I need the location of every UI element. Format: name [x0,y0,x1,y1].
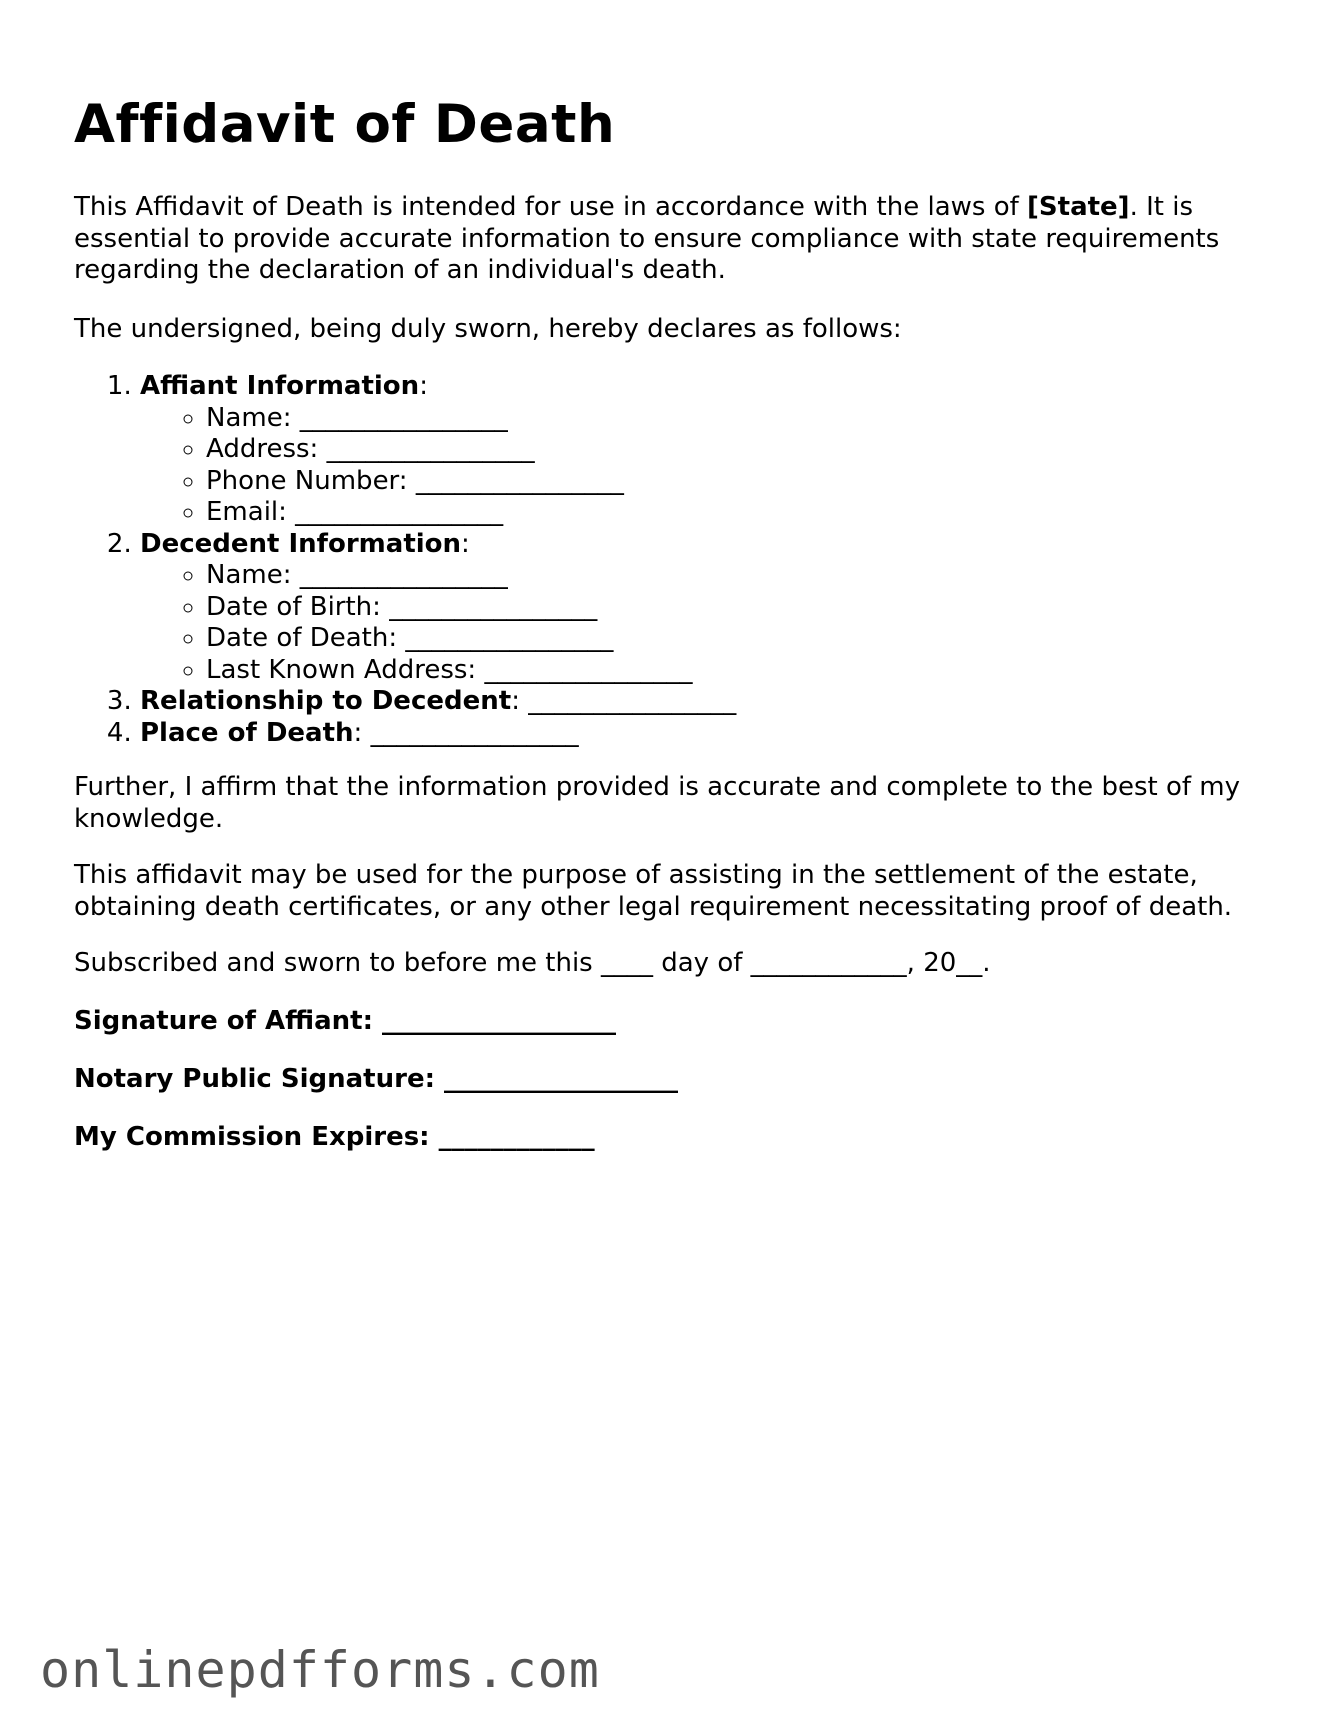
fill-blank[interactable]: ________________ [415,465,624,496]
declaration-list [74,371,1274,749]
affiant-information-colon: : [419,371,428,401]
state-placeholder: [State] [1027,192,1130,222]
affiant-signature-line[interactable]: Signature of Affiant: __________________ [74,1006,617,1036]
place-of-death-heading: Place of Death [140,717,354,748]
decedent-information-heading: Decedent Information [140,528,462,559]
relationship-item [140,686,1274,718]
notary-signature-line[interactable]: Notary Public Signature: __________________ [74,1064,679,1094]
affiant-name-field [206,403,1274,435]
decedent-death-date-field [206,623,1274,655]
decedent-information-colon: : [461,528,470,559]
relationship-heading: Relationship to Decedent [140,686,512,716]
intro-paragraph [74,192,1274,287]
fill-blank[interactable]: ________________ [295,497,504,527]
fill-blank[interactable]: ________________ [405,623,614,653]
place-of-death-item [140,718,1274,750]
fill-blank[interactable]: ________________ [528,686,737,716]
subscribed-line[interactable]: Subscribed and sworn to before me this ____ day of ____________, 20__. [74,948,991,978]
affiant-email-field [206,497,1274,529]
place-of-death-colon: : [353,717,371,748]
decedent-last-address-field [206,655,1274,687]
page-title: Affidavit of Death [74,94,616,155]
decedent-birth-date-field [206,592,1274,624]
fill-blank[interactable]: ________________ [389,591,598,622]
field-label: Last Known Address: [206,654,485,685]
field-label: Phone Number: [206,465,416,496]
fill-blank[interactable]: ________________ [299,560,508,590]
commission-expires-line[interactable]: My Commission Expires: ____________ [74,1122,595,1152]
affiant-information-heading: Affiant Information [140,371,420,401]
field-label: Date of Birth: [206,591,390,622]
field-label: Name: [206,402,300,433]
sworn-statement: The undersigned, being duly sworn, hereby declares as follows: [74,314,902,344]
intro-text-start: This Affidavit of Death is intended for use in accordance with the laws of [74,192,1028,222]
decedent-name-field [206,560,1274,592]
field-label: Email: [206,497,296,527]
purpose-paragraph: This affidavit may be used for the purpose of assisting in the settlement of the estate, obtaining death certificates, or any other legal requirement necessitating proof of death. [74,860,1233,922]
affiant-phone-field [206,466,1274,498]
watermark-text: onlinepdfforms.com [40,1641,600,1699]
fill-blank[interactable]: ________________ [326,434,535,464]
fill-blank[interactable]: ________________ [299,402,508,433]
decedent-information-item [140,529,1274,687]
intro-text-end: . It is essential to provide accurate information to ensure compliance with state requirements regarding the declaration of an individual's death. [74,192,1220,285]
fill-blank[interactable]: ________________ [484,654,693,685]
field-label: Address: [206,434,327,464]
affiant-address-field [206,434,1274,466]
relationship-colon: : [511,686,529,716]
field-label: Date of Death: [206,623,406,653]
affirmation-paragraph: Further, I affirm that the information provided is accurate and complete to the best of my knowledge. [74,772,1240,834]
fill-blank[interactable]: ________________ [370,717,579,748]
affiant-information-item [140,371,1274,529]
field-label: Name: [206,560,300,590]
